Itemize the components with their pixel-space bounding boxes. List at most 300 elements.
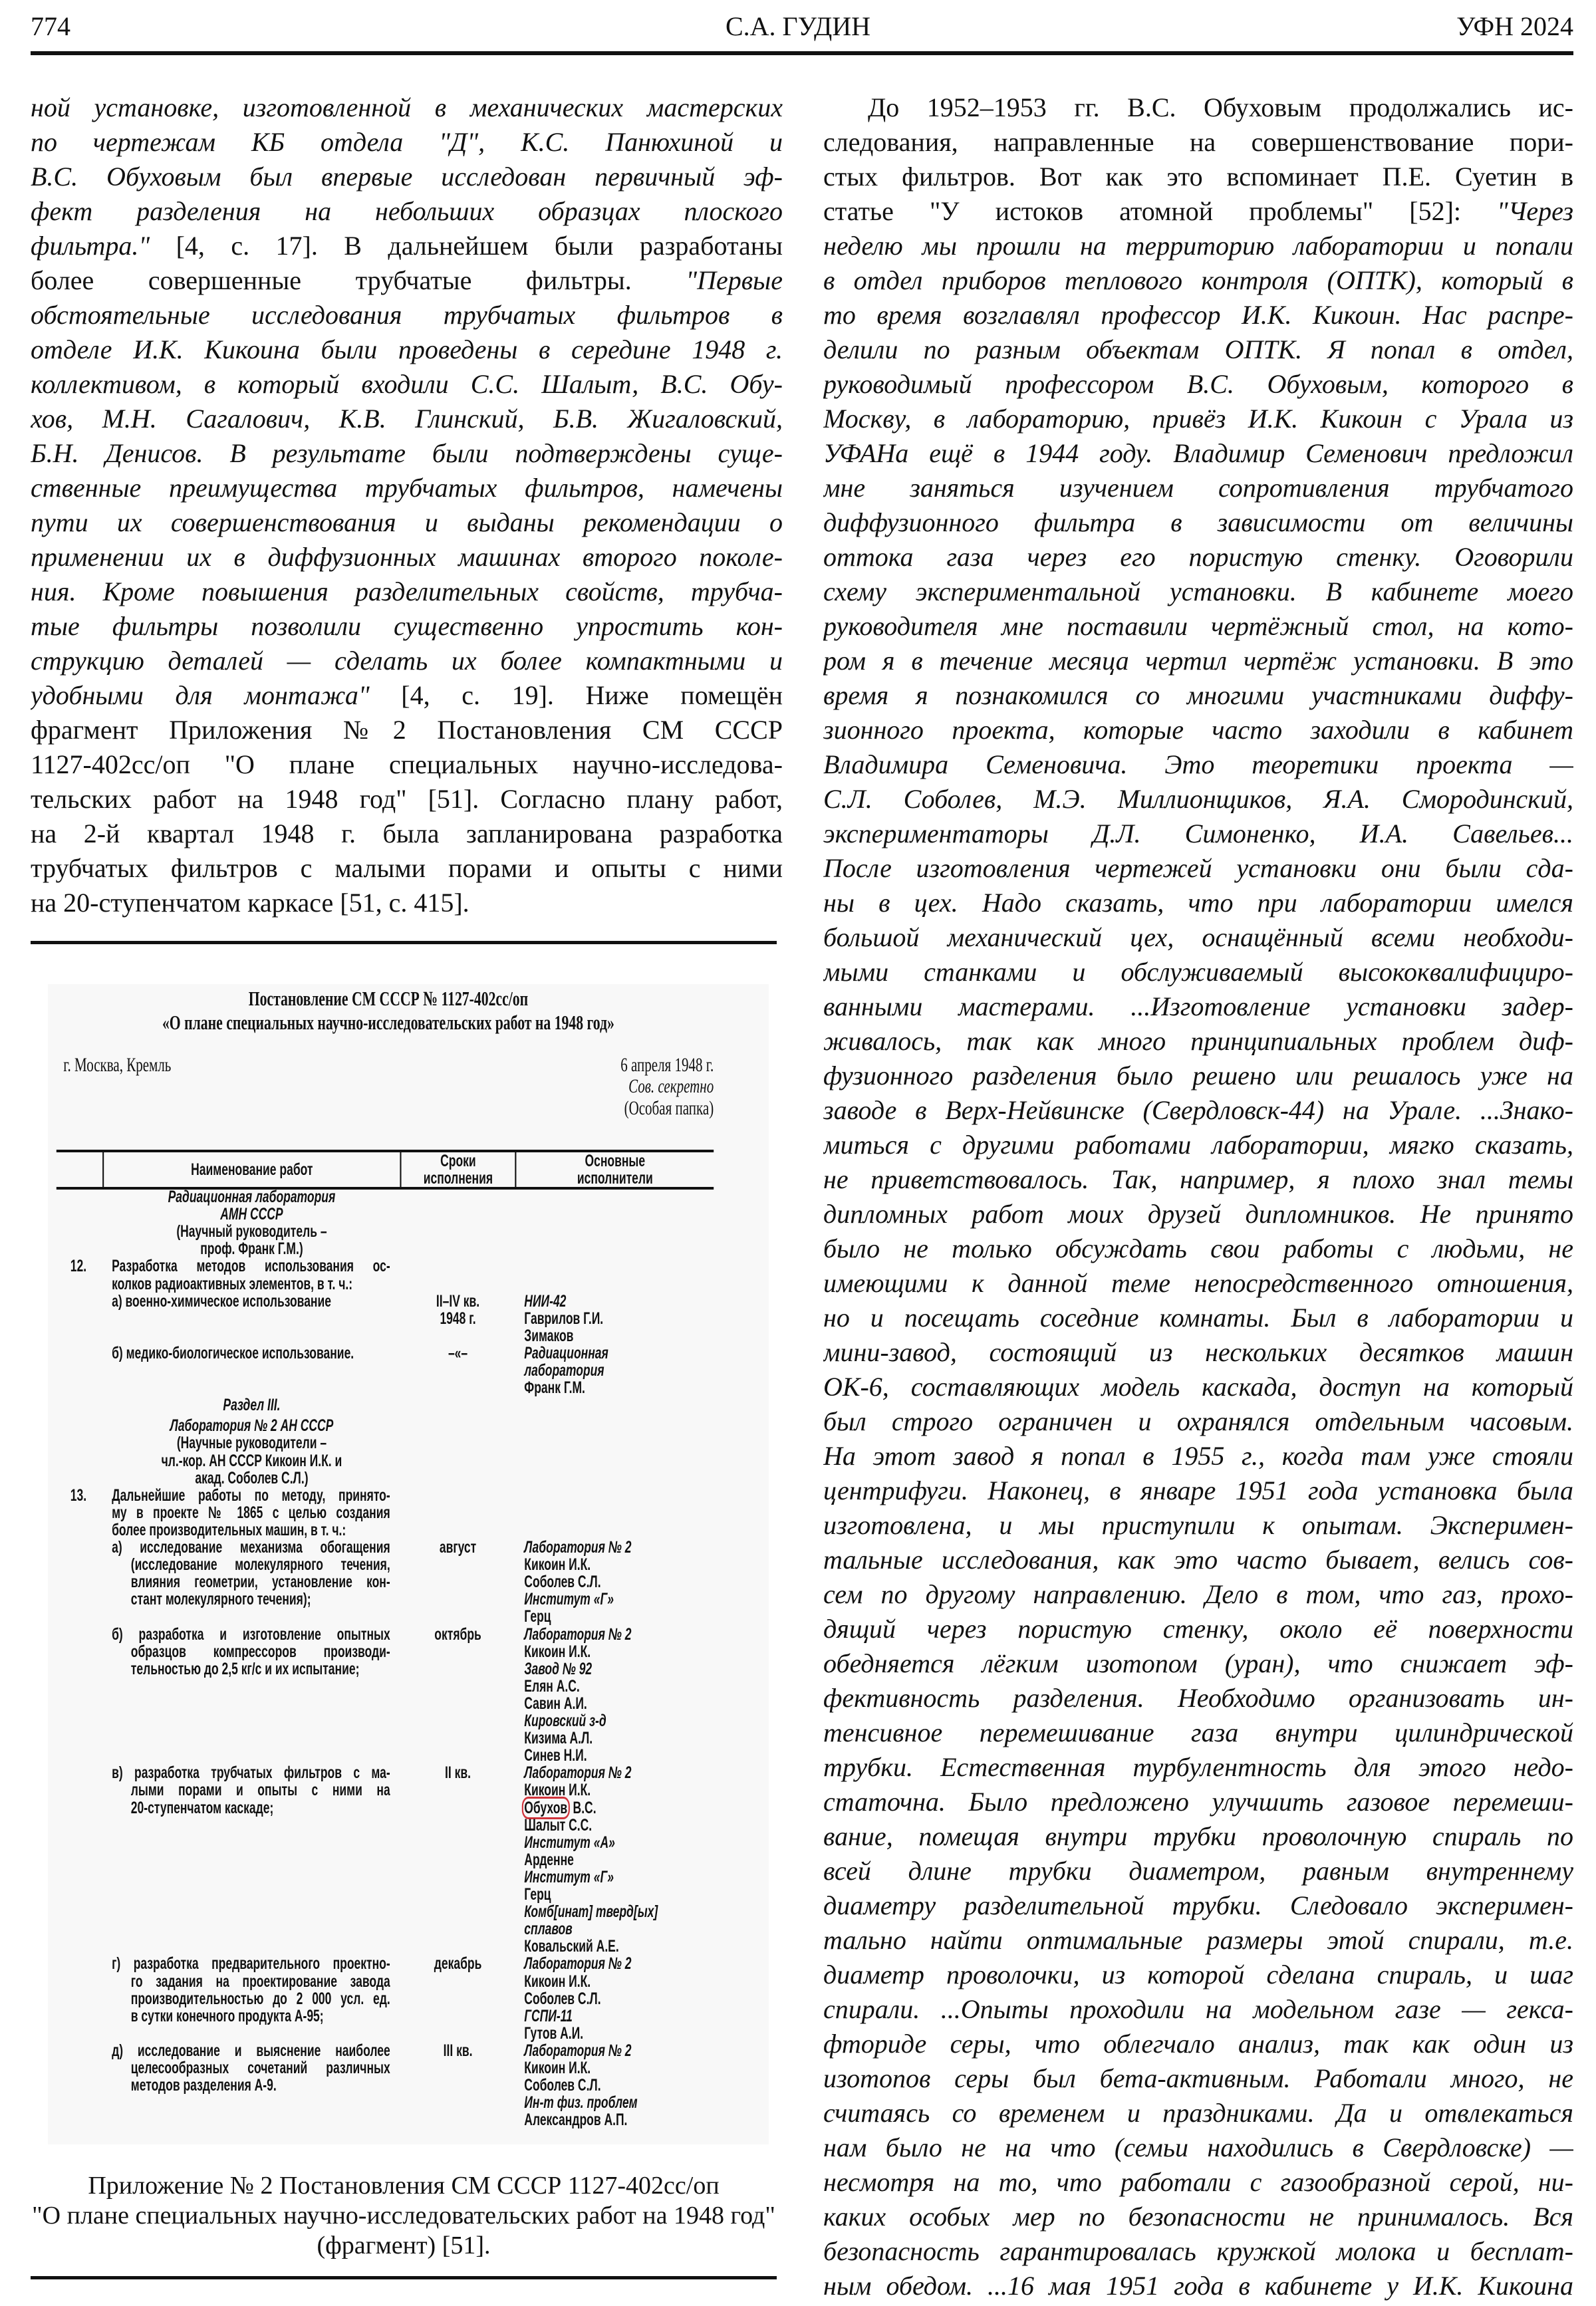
table-row (27, 1834, 781, 1851)
work-description: чл.-кор. АН СССР Кикоин И.К. и (161, 1451, 342, 1470)
italic-quote-run: диаметру разделительной трубки. Следовало эксперимен- (823, 1890, 1573, 1920)
italic-quote-run: руководимый профессором В.С. Обуховым, которого в (823, 369, 1573, 399)
executor (524, 1310, 603, 1327)
italic-quote-run: фильтра." (31, 231, 150, 261)
doc-place: г. Москва, Кремль (63, 1054, 172, 1076)
text-line (823, 1128, 1573, 1162)
italic-quote-run: диффузионного фильтра в зависимости от величины (823, 507, 1573, 537)
text-line (823, 575, 1573, 609)
executor (524, 2059, 591, 2077)
work-description: проф. Франк Г.М.) (200, 1239, 303, 1259)
text-line (823, 2200, 1573, 2234)
text-line (31, 540, 783, 575)
text-line (823, 1404, 1573, 1439)
text-run: 1127-402сс/оп "О плане специальных научно-исследова- (31, 749, 783, 779)
text-line (31, 644, 783, 678)
text-line (823, 1923, 1573, 1958)
text-line (823, 747, 1573, 782)
table-row (27, 1539, 781, 1556)
italic-quote-run: экспериментаторы Д.Л. Симоненко, И.А. Савельев... (823, 819, 1573, 848)
text-line (823, 955, 1573, 989)
italic-quote-run: несмотря на то, что работали с газообразной серой, ни- (823, 2167, 1573, 2197)
italic-quote-run: не приветствовалось. Так, например, я плохо знал темы (823, 1164, 1573, 1194)
table-row (27, 1310, 781, 1327)
text-line (31, 817, 783, 851)
text-line (823, 1681, 1573, 1716)
executor (524, 1764, 631, 1781)
work-description: образцов компрессоров производи- (130, 1642, 390, 1660)
executor (524, 1695, 587, 1712)
table-row (27, 2094, 781, 2111)
italic-quote-run: статочна. Было предложено улучшить газовое перемеши- (823, 1787, 1573, 1817)
executor-name: Шалыт С.С. (524, 1815, 593, 1835)
text-run: [4, с. 17]. В дальнейшем были разработаны (150, 231, 783, 261)
table-row (27, 1920, 781, 1938)
italic-quote-run: тальные исследования, как это часто бывает, велись сов- (823, 1545, 1573, 1575)
deadline: –«– (448, 1343, 468, 1362)
work-description: Раздел III. (223, 1396, 281, 1415)
text-run: следования, направленные на совершенствование пори- (823, 127, 1573, 157)
italic-quote-run: УФАНа ещё в 1944 году. Владимир Семенович предложил (823, 438, 1573, 468)
executor (524, 1868, 614, 1886)
executor (524, 1327, 573, 1345)
work-description: (Научный руководитель – (176, 1222, 327, 1241)
executor-name: сплавов (524, 1920, 573, 1939)
work-description: целесообразных сочетаний различных (130, 2059, 390, 2077)
italic-quote-run: сем по другому направлению. Дело в том, что газ, прохо- (823, 1579, 1573, 1609)
text-line (823, 1370, 1573, 1404)
executor (524, 1973, 591, 1990)
text-line (31, 747, 783, 782)
table-row (27, 1470, 781, 1487)
table-row (27, 1799, 781, 1817)
text-line (823, 1854, 1573, 1888)
executor-name: НИИ-42 (524, 1291, 567, 1311)
executor-name: Кикоин И.К. (524, 1972, 591, 1991)
table-row (27, 1626, 781, 1643)
table-row (27, 1730, 781, 1747)
text-line (823, 2061, 1573, 2096)
text-line (823, 1162, 1573, 1197)
table-row (27, 1223, 781, 1240)
text-line (31, 367, 783, 402)
figure-caption-line-3: (фрагмент) [51]. (317, 2232, 491, 2259)
text-line (31, 505, 783, 540)
italic-quote-run: мыми станками и обслуживаемый высококвалифициро- (823, 957, 1573, 987)
executor-name: Гутов А.И. (524, 2023, 584, 2043)
figure-caption-line-1: Приложение № 2 Постановления СМ СССР 1127-402сс/оп (88, 2172, 720, 2200)
italic-quote-run: удобными для монтажа" (31, 680, 370, 710)
work-description: Радиационная лаборатория (168, 1188, 336, 1206)
work-description: а) исследование механизма обогащения (112, 1539, 390, 1556)
italic-quote-run: каких особых мер по безопасности не принималось. Вся (823, 2202, 1573, 2232)
col-header-term-line: исполнения (423, 1169, 493, 1188)
text-line (823, 2096, 1573, 2130)
executor-name: Герц (524, 1607, 551, 1626)
executor (524, 1626, 631, 1643)
executor-name: Лаборатория № 2 (524, 1624, 632, 1644)
text-run: статье "У истоков атомной проблемы" [52]: (823, 196, 1498, 226)
text-line (823, 2234, 1573, 2269)
work-description: б) медико-биологическое использование. (112, 1343, 354, 1362)
executor-name: Ин-т физ. проблем (524, 2093, 638, 2113)
table-row (27, 1275, 781, 1293)
text-line (823, 1266, 1573, 1301)
executor-name: Кировский з-д (524, 1712, 606, 1730)
executor (524, 1851, 574, 1868)
italic-quote-run: всей длине трубки диаметром, равным внутреннему (823, 1856, 1573, 1886)
italic-quote-run: изготовлена, и мы приступили к опытам. Эксперимен- (823, 1510, 1573, 1540)
table-row (27, 2042, 781, 2059)
italic-quote-run: хов, М.Н. Сагалович, К.В. Глинский, Б.В. Жигаловский, (31, 404, 783, 434)
col-header-term (402, 1152, 515, 1188)
text-line (31, 575, 783, 609)
text-line (31, 332, 783, 367)
deadline: II–IV кв. (436, 1291, 480, 1311)
italic-quote-run: ванными мастерами. ...Изготовление установки задер- (823, 991, 1573, 1021)
italic-quote-run: После изготовления чертежей установки они были сда- (823, 853, 1573, 883)
text-line (823, 1612, 1573, 1646)
text-line (31, 713, 783, 747)
text-line (31, 298, 783, 332)
executor (524, 1345, 608, 1362)
text-line (31, 886, 783, 920)
text-line (31, 229, 783, 263)
work-description: Лаборатория № 2 АН СССР (170, 1416, 334, 1436)
text-line (823, 1992, 1573, 2027)
italic-quote-run: пути их совершенствования и выданы рекомендации о (31, 507, 783, 537)
text-line (823, 125, 1573, 160)
executor-name: лаборатория (524, 1361, 604, 1380)
deadline: 1948 г. (440, 1309, 476, 1328)
text-line (823, 886, 1573, 920)
executor-name: Соболев С.Л. (524, 1989, 601, 2008)
italic-quote-run: изотопов серы был бета-активным. Работали много, не (823, 2063, 1573, 2093)
col-header-term-line: Сроки (440, 1152, 476, 1170)
italic-quote-run: живалось, так как много принципиальных проблем диф- (823, 1026, 1573, 1056)
italic-quote-run: тые фильтры позволили существенно упростить кон- (31, 611, 783, 641)
italic-quote-run: "Через (1497, 196, 1573, 226)
text-line (31, 160, 783, 194)
table-row (27, 1417, 781, 1434)
doc-title-line-2: «О плане специальных научно-исследовательских работ на 1948 год» (162, 1011, 614, 1034)
text-line (823, 505, 1573, 540)
executor (524, 1938, 618, 1955)
text-line (823, 989, 1573, 1024)
col-header-exec (516, 1152, 714, 1188)
italic-quote-run: вание, помещая внутри трубки проволочную спираль по (823, 1821, 1573, 1851)
italic-quote-run: ным обедом. ...16 мая 1951 года в кабинете у И.К. Кикоина (823, 2271, 1573, 2301)
italic-quote-run: неделю мы прошли на территорию лаборатории и попали (823, 231, 1573, 261)
table-row (27, 1678, 781, 1695)
executor-name: Франк Г.М. (524, 1378, 585, 1398)
text-line (823, 402, 1573, 436)
text-line (823, 851, 1573, 886)
work-description: в сутки конечного продукта А-95; (130, 2006, 324, 2025)
table-row (27, 2025, 781, 2042)
executor-name: Лаборатория № 2 (524, 2041, 632, 2060)
executor (524, 2094, 637, 2111)
italic-quote-run: мне заняться изучением сопротивления трубчатого (823, 473, 1573, 503)
executor-name: Комб[инат] тверд[ых] (524, 1902, 658, 1922)
executor (524, 1886, 551, 1903)
table-row (27, 1695, 781, 1712)
page-number: 774 (31, 11, 70, 41)
italic-quote-run: то время возглавлял профессор И.К. Кикоин. Нас распре- (823, 300, 1573, 330)
table-row (27, 1434, 781, 1452)
highlighted-name-circle: Обухов (522, 1797, 570, 1819)
executor (524, 1643, 591, 1660)
work-description: б) разработка и изготовление опытных (112, 1625, 390, 1643)
executor-name: Арденне (524, 1850, 574, 1869)
italic-quote-run: В.С. Обуховым был впервые исследован первичный эф- (31, 162, 783, 192)
executor-name: Лаборатория № 2 (524, 1763, 632, 1783)
italic-quote-run: ной установке, изготовленной в механических мастерских (31, 92, 783, 122)
text-line (823, 90, 1573, 125)
executor-name: Лаборатория № 2 (524, 1538, 632, 1557)
table-row (27, 1327, 781, 1345)
text-run: [4, с. 19]. Ниже помещён (369, 680, 783, 710)
executor-name: Кикоин И.К. (524, 1781, 591, 1800)
executor-name: Савин А.И. (524, 1694, 587, 1713)
text-line (31, 782, 783, 817)
executor-name: Институт «Г» (524, 1867, 614, 1886)
work-description: лыми порами и опыты с ними на (130, 1781, 390, 1799)
text-line (823, 1093, 1573, 1128)
work-description: го задания на проектирование завода (130, 1972, 390, 1990)
italic-quote-run: С.Л. Соболев, М.Э. Миллионщиков, Я.А. Смородинский, (823, 784, 1573, 814)
text-line (823, 1335, 1573, 1370)
text-line (823, 1888, 1573, 1923)
table-row (27, 1990, 781, 2007)
item-number: 12. (70, 1257, 87, 1276)
executor (524, 1660, 592, 1678)
deadline: декабрь (434, 1954, 482, 1974)
italic-quote-run: дящий через пористую стенку, около её поверхности (823, 1614, 1573, 1644)
table-row (27, 1257, 781, 1275)
text-line (823, 160, 1573, 194)
table-row (27, 1206, 781, 1223)
italic-quote-run: струкцию деталей — сделать их более компактными и (31, 646, 783, 676)
executor-name: ГСПИ-11 (524, 2006, 573, 2025)
table-row (27, 2111, 781, 2128)
text-line (823, 1301, 1573, 1335)
deadline: август (439, 1538, 477, 1557)
table-row (27, 2059, 781, 2077)
text-line (823, 678, 1573, 713)
executor-name: Кизима А.Л. (524, 1729, 593, 1748)
italic-quote-run: обстоятельные исследования трубчатых фильтров в (31, 300, 783, 330)
italic-quote-run: фузионного разделения было решено или решалось уже на (823, 1061, 1573, 1090)
italic-quote-run: в отдел приборов теплового контроля (ОПТК), который в (823, 265, 1573, 295)
italic-quote-run: тально найти оптимальные размеры этой спирали, т.е. (823, 1925, 1573, 1955)
text-line (823, 609, 1573, 644)
table-row (27, 1188, 781, 1206)
table-row (27, 1521, 781, 1539)
text-run: стых фильтров. Вот как это вспоминает П.Е. Суетин в (823, 162, 1573, 192)
col-header-exec-line: Основные (585, 1152, 646, 1170)
executor-name: Соболев С.Л. (524, 1573, 601, 1592)
text-run: на 2-й квартал 1948 г. была запланирована разработка (31, 819, 783, 848)
text-run: До 1952–1953 гг. В.С. Обуховым продолжались ис- (868, 92, 1573, 122)
table-row (27, 1851, 781, 1868)
table-row (27, 1886, 781, 1903)
text-line (31, 609, 783, 644)
work-description: Дальнейшие работы по методу, принято- (112, 1486, 390, 1504)
text-line (823, 1024, 1573, 1059)
table-row (27, 1591, 781, 1608)
executor-name: Лаборатория № 2 (524, 1954, 632, 1974)
table-row (27, 1903, 781, 1920)
col-header-work (104, 1152, 400, 1188)
executor-name: Елян А.С. (524, 1676, 580, 1696)
table-row (27, 1608, 781, 1625)
italic-quote-run: мини-завод, состоящий из нескольких десятков машин (823, 1337, 1573, 1367)
col-header-work-label: Наименование работ (191, 1160, 313, 1179)
italic-quote-run: применении их в диффузионных машинах второго поколе- (31, 542, 783, 572)
text-line (823, 194, 1573, 229)
executor-name: В.С. (573, 1798, 597, 1817)
text-line (823, 367, 1573, 402)
text-line (31, 194, 783, 229)
work-description: стант молекулярного течения); (130, 1590, 311, 1609)
text-line (823, 471, 1573, 505)
executor-name: Радиационная (524, 1343, 608, 1362)
text-line (823, 263, 1573, 298)
work-description: (Научные руководители – (176, 1434, 327, 1453)
executor (524, 1573, 600, 1591)
text-line (823, 1958, 1573, 1992)
work-description: г) разработка предварительного проектно- (112, 1955, 390, 1973)
work-description: методов разделения А-9. (130, 2076, 277, 2095)
italic-quote-run: фект разделения на небольших образцах плоского (31, 196, 783, 226)
text-line (31, 402, 783, 436)
figure-caption-line-2: "О плане специальных научно-исследовательских работ на 1948 год" (32, 2202, 775, 2230)
table-row (27, 1938, 781, 1955)
item-number: 13. (70, 1485, 87, 1505)
italic-quote-run: имеющими к данной теме непосредственного отношения, (823, 1268, 1573, 1298)
italic-quote-run: ственные преимущества трубчатых фильтров, намечены (31, 473, 783, 503)
table-row (27, 1764, 781, 1781)
text-line (823, 920, 1573, 955)
text-line (823, 1716, 1573, 1750)
col-header-exec-line: исполнители (577, 1169, 653, 1188)
italic-quote-run: делили по разным объектам ОПТК. Я попал в отдел, (823, 334, 1573, 364)
running-head-author: С.А. ГУДИН (725, 11, 871, 41)
text-line (823, 817, 1573, 851)
work-description: 20-ступенчатом каскаде; (130, 1798, 274, 1817)
text-run: фрагмент Приложения №2 Постановления СМ СССР (31, 715, 783, 745)
executor (524, 1608, 551, 1625)
text-run: тельских работ на 1948 год" [51]. Согласно плану работ, (31, 784, 783, 814)
work-description: производительностью до 2 000 усл. ед. (130, 1989, 390, 2007)
work-description: колков радиоактивных элементов, в т. ч.: (112, 1274, 353, 1293)
executor-name: Завод № 92 (524, 1659, 593, 1678)
italic-quote-run: ром я в течение месяца чертил чертёж установки. В это (823, 646, 1573, 676)
italic-quote-run: "Первые (686, 265, 783, 295)
text-run: более совершенные трубчатые фильтры. (31, 265, 686, 295)
work-description: (исследование молекулярного течения, (130, 1556, 390, 1574)
text-line (823, 2269, 1573, 2303)
italic-quote-run: фториде серы, что облегчало анализ, так как один из (823, 2029, 1573, 2059)
table-row (27, 2007, 781, 2025)
italic-quote-run: нам было не на что (семьи находились в Свердловске) — (823, 2132, 1573, 2162)
table-row (27, 1345, 781, 1362)
executor (524, 1362, 604, 1379)
work-description: в) разработка трубчатых фильтров с ма- (112, 1764, 390, 1782)
executor-name: Соболев С.Л. (524, 2076, 601, 2095)
right-column-text (823, 90, 1573, 2303)
table-row (27, 1747, 781, 1764)
work-description: д) исследование и выяснение наиболее (112, 2041, 390, 2059)
text-line (823, 1231, 1573, 1266)
executor (524, 1539, 631, 1556)
doc-title-line-1: Постановление СМ СССР № 1127-402сс/оп (248, 987, 529, 1010)
left-column-text (31, 90, 783, 920)
work-description: а) военно-химическое использование (112, 1291, 331, 1311)
text-line (823, 332, 1573, 367)
executor (524, 2042, 631, 2059)
text-line (823, 1543, 1573, 1577)
executor-name: Александров А.П. (524, 2111, 628, 2130)
table-row (27, 1240, 781, 1257)
table-row (27, 2077, 781, 2094)
italic-quote-run: но и посещать соседние комнаты. Был в лаборатории и (823, 1303, 1573, 1333)
doc-secrecy: Сов. секретно (628, 1075, 714, 1097)
text-run: на 20-ступенчатом каркасе [51, с. 415]. (31, 888, 469, 918)
executor-name: Ковальский А.Е. (524, 1937, 619, 1956)
table-row (27, 1973, 781, 1990)
executor (524, 2077, 600, 2094)
italic-quote-run: ния. Кроме повышения разделительных свойств, трубча- (31, 576, 783, 606)
executor-name: Герц (524, 1885, 551, 1904)
italic-quote-run: тенсивное перемешивание газа внутри цилиндрической (823, 1718, 1573, 1747)
italic-quote-run: оттока газа через его пористую стенку. Оговорили (823, 542, 1573, 572)
text-line (31, 263, 783, 298)
executor (524, 2007, 573, 2025)
table-row (27, 1817, 781, 1834)
italic-quote-run: диаметр проволочки, из которой сделана спираль, и шаг (823, 1960, 1573, 1989)
executor (524, 1379, 585, 1396)
table-row (27, 1504, 781, 1521)
figure-top-rule (31, 941, 777, 944)
italic-quote-run: руководителя мне поставили чертёжный стол, на кото- (823, 611, 1573, 641)
table-row (27, 1293, 781, 1310)
table-row (27, 1379, 781, 1396)
text-line (823, 1197, 1573, 1231)
deadline: III кв. (443, 2041, 473, 2060)
figure-bottom-rule (31, 2276, 777, 2279)
text-line (823, 436, 1573, 471)
table-row (27, 1955, 781, 1972)
italic-quote-run: миться с другими работами лаборатории, мягко сказать, (823, 1130, 1573, 1160)
executor-name: Институт «Г» (524, 1590, 614, 1609)
executor (524, 1817, 592, 1834)
text-line (823, 1473, 1573, 1508)
work-description: му в проекте № 1865 с целью создания (112, 1503, 390, 1521)
italic-quote-run: Владимира Семеновича. Это теоретики проекта — (823, 749, 1573, 779)
executor (524, 1293, 566, 1310)
italic-quote-run: коллективом, в который входили С.С. Шалыт, В.С. Обу- (31, 369, 783, 399)
text-line (823, 298, 1573, 332)
executor (524, 1678, 579, 1695)
text-line (823, 229, 1573, 263)
doc-folder: (Особая папка) (624, 1097, 714, 1119)
executor (524, 1591, 614, 1608)
figure-document-scan (27, 964, 781, 2148)
text-line (823, 540, 1573, 575)
italic-quote-run: На этот завод я попал в 1955 г., когда там уже стояли (823, 1441, 1573, 1471)
